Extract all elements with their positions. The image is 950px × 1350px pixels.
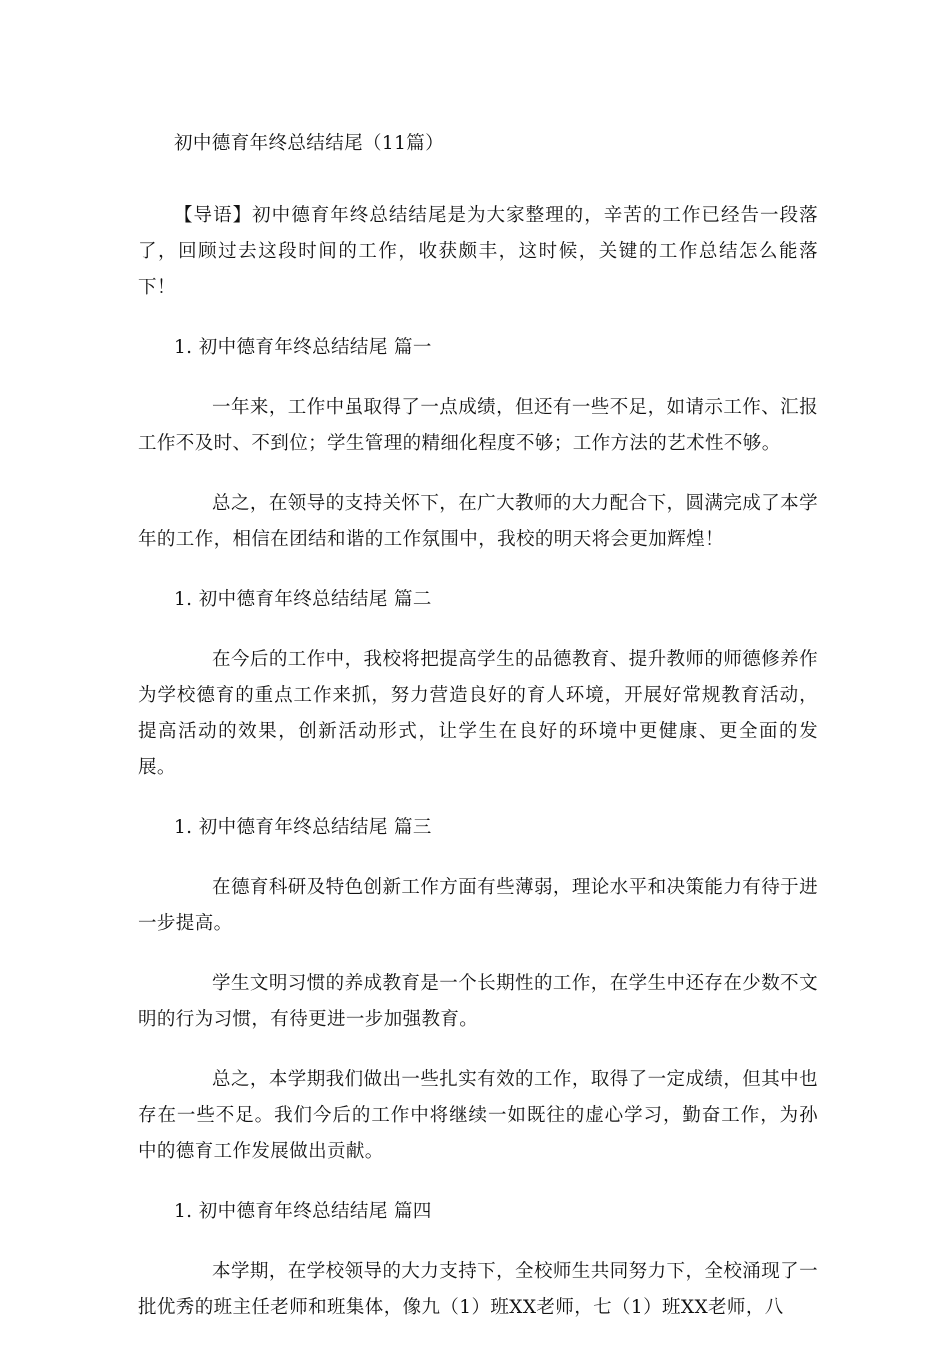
section-3-paragraph-3: 总之，本学期我们做出一些扎实有效的工作，取得了一定成绩，但其中也存在一些不足。我们今后的工作中将继续一如既往的虚心学习，勤奋工作，为孙中的德育工作发展做出贡献。 (138, 1069, 818, 1162)
section-heading-4: 1. 初中德育年终总结结尾 篇四 (174, 1201, 432, 1222)
section-heading-3: 1. 初中德育年终总结结尾 篇三 (174, 817, 432, 838)
section-heading-1: 1. 初中德育年终总结结尾 篇一 (174, 337, 432, 358)
section-1-paragraph-1: 一年来，工作中虽取得了一点成绩，但还有一些不足，如请示工作、汇报工作不及时、不到位；学生管理的精细化程度不够；工作方法的艺术性不够。 (138, 397, 818, 454)
section-heading-2: 1. 初中德育年终总结结尾 篇二 (174, 589, 432, 610)
document-title: 初中德育年终总结结尾（11篇） (174, 133, 445, 154)
document-body (138, 126, 818, 1350)
section-3-paragraph-1: 在德育科研及特色创新工作方面有些薄弱，理论水平和决策能力有待于进一步提高。 (138, 877, 818, 934)
section-1-paragraph-2: 总之，在领导的支持关怀下，在广大教师的大力配合下，圆满完成了本学年的工作，相信在团结和谐的工作氛围中，我校的明天将会更加辉煌！ (138, 493, 818, 550)
section-4-paragraph-1: 本学期，在学校领导的大力支持下，全校师生共同努力下，全校涌现了一批优秀的班主任老师和班集体，像九（1）班XX老师，七（1）班XX老师，八 (138, 1261, 818, 1318)
intro-paragraph: 【导语】初中德育年终总结结尾是为大家整理的，辛苦的工作已经告一段落了，回顾过去这段时间的工作，收获颇丰，这时候，关键的工作总结怎么能落下！ (138, 205, 818, 298)
section-2-paragraph-1: 在今后的工作中，我校将把提高学生的品德教育、提升教师的师德修养作为学校德育的重点工作来抓，努力营造良好的育人环境，开展好常规教育活动，提高活动的效果，创新活动形式，让学生在良好的环境中更健康、更全面的发展。 (138, 649, 818, 778)
section-3-paragraph-2: 学生文明习惯的养成教育是一个长期性的工作，在学生中还存在少数不文明的行为习惯，有待更进一步加强教育。 (138, 973, 818, 1030)
